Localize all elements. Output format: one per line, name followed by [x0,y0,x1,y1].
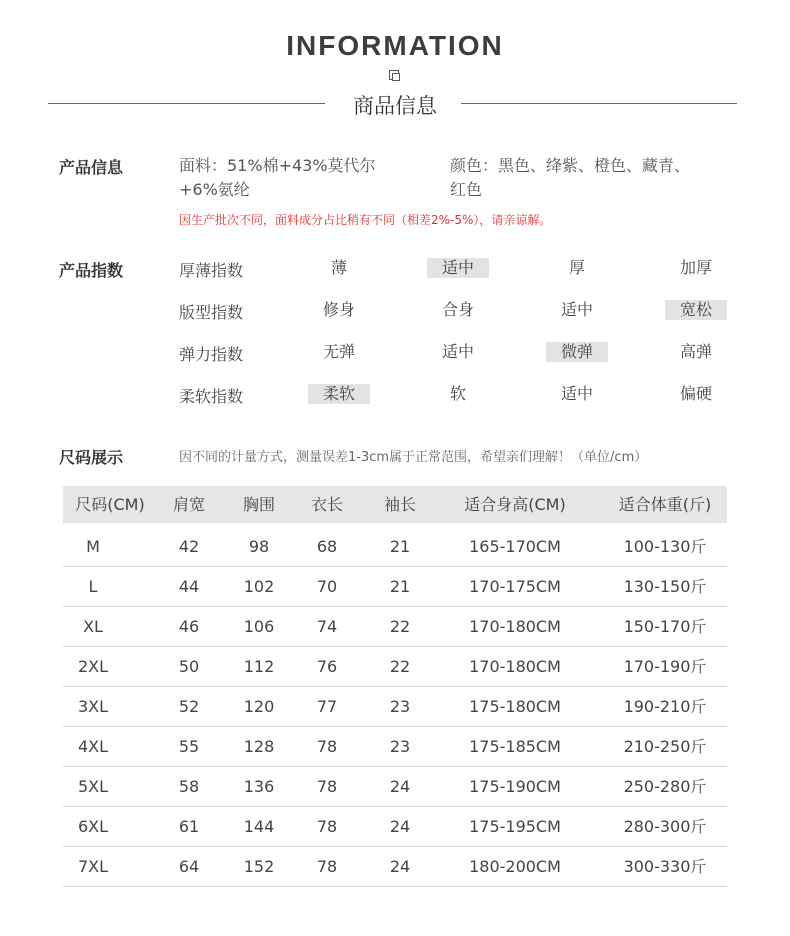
index-option: 合身 [441,300,474,319]
table-cell: 300-330斤 [623,857,707,876]
table-cell: 55 [178,737,200,756]
table-cell: 24 [389,857,411,876]
index-option: 薄 [330,258,347,277]
index-option: 偏硬 [679,384,712,403]
index-option: 高弹 [679,342,712,361]
table-cell: M [86,537,100,556]
index-option-selected: 柔软 [308,384,370,404]
index-option: 适中 [441,342,474,361]
table-cell: 50 [178,657,200,676]
table-cell: 250-280斤 [623,777,707,796]
section-label-product-index: 产品指数 [59,261,124,280]
table-cell: 144 [243,817,275,836]
table-cell: 170-175CM [469,577,561,596]
table-cell: 150-170斤 [623,617,707,636]
table-cell: XL [83,617,103,636]
table-cell: 170-180CM [469,657,561,676]
table-cell: 68 [316,537,338,556]
index-option: 适中 [560,300,593,319]
index-option: 修身 [322,300,355,319]
table-cell: 112 [243,657,275,676]
table-cell: 170-190斤 [623,657,707,676]
table-cell: 6XL [77,817,109,836]
table-cell: 7XL [77,857,109,876]
color-line-1: 颜色：黑色、绛紫、橙色、藏青、 [450,156,691,175]
table-cell: 78 [316,737,338,756]
table-cell: 106 [243,617,275,636]
table-cell: 52 [178,697,200,716]
table-cell: 61 [178,817,200,836]
table-cell: 120 [243,697,275,716]
table-cell: 3XL [77,697,109,716]
table-cell: 74 [316,617,338,636]
page-subtitle: 商品信息 [353,94,437,118]
size-note: 因不同的计量方式，测量误差1-3cm属于正常范围，希望亲们理解！（单位/cm） [179,450,648,465]
table-cell: 2XL [77,657,109,676]
table-header-cell: 尺码(CM) [75,495,145,514]
index-option-selected: 适中 [427,258,489,278]
table-cell: 152 [243,857,275,876]
table-header-cell: 肩宽 [172,495,205,514]
table-cell: 22 [389,617,411,636]
table-cell: 98 [248,537,270,556]
table-cell: 24 [389,777,411,796]
table-header-cell: 适合体重(斤) [618,495,712,514]
table-cell: 190-210斤 [623,697,707,716]
table-cell: 4XL [77,737,109,756]
table-cell: 58 [178,777,200,796]
index-row-label: 版型指数 [179,303,244,322]
table-cell: L [88,577,98,596]
table-cell: 78 [316,817,338,836]
table-cell: 78 [316,857,338,876]
index-option-selected: 宽松 [665,300,727,320]
fabric-line-1: 面料：51%棉+43%莫代尔 [179,156,376,175]
table-cell: 280-300斤 [623,817,707,836]
table-cell: 22 [389,657,411,676]
table-cell: 175-185CM [469,737,561,756]
table-cell: 44 [178,577,200,596]
table-header-cell: 胸围 [242,495,275,514]
table-cell: 175-180CM [469,697,561,716]
table-cell: 100-130斤 [623,537,707,556]
table-cell: 23 [389,737,411,756]
table-cell: 21 [389,577,411,596]
copy-icon [389,70,399,80]
table-cell: 24 [389,817,411,836]
index-option: 适中 [560,384,593,403]
table-cell: 165-170CM [469,537,561,556]
section-label-size-chart: 尺码展示 [59,448,124,467]
table-cell: 130-150斤 [623,577,707,596]
index-row-label: 厚薄指数 [179,261,244,280]
table-cell: 23 [389,697,411,716]
table-cell: 46 [178,617,200,636]
table-cell: 170-180CM [469,617,561,636]
table-cell: 175-195CM [469,817,561,836]
index-option-selected: 微弹 [546,342,608,362]
table-cell: 78 [316,777,338,796]
index-option: 软 [449,384,466,403]
table-cell: 76 [316,657,338,676]
index-option: 加厚 [679,258,712,277]
fabric-line-2: +6%氨纶 [179,180,250,199]
table-header-cell: 适合身高(CM) [464,495,566,514]
section-label-product-info: 产品信息 [59,158,124,177]
table-header-cell: 衣长 [310,495,343,514]
table-cell: 136 [243,777,275,796]
index-row-label: 弹力指数 [179,345,244,364]
page-title: INFORMATION [286,30,504,61]
table-cell: 180-200CM [469,857,561,876]
index-option: 厚 [568,258,585,277]
fabric-note: 因生产批次不同，面料成分占比稍有不同（相差2%-5%），请亲谅解。 [179,213,552,227]
table-cell: 128 [243,737,275,756]
table-cell: 42 [178,537,200,556]
table-cell: 70 [316,577,338,596]
table-cell: 64 [178,857,200,876]
table-cell: 175-190CM [469,777,561,796]
table-cell: 77 [316,697,338,716]
color-line-2: 红色 [450,180,483,199]
table-row-divider [63,886,727,887]
divider-right [461,103,737,104]
table-cell: 21 [389,537,411,556]
index-option: 无弹 [322,342,355,361]
table-cell: 210-250斤 [623,737,707,756]
table-cell: 102 [243,577,275,596]
table-cell: 5XL [77,777,109,796]
table-header-cell: 袖长 [383,495,416,514]
index-row-label: 柔软指数 [179,387,244,406]
